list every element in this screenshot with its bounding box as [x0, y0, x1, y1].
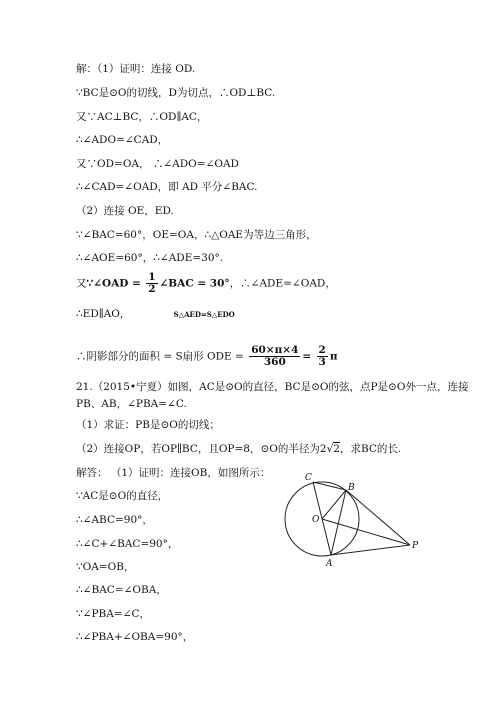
line: ∴∠ABC=90°，: [76, 514, 153, 526]
numerator: 60×π×4: [251, 344, 299, 356]
text: ∵∠OAD =: [86, 277, 141, 290]
line: PB、AB，∠PBA=∠C.: [76, 398, 187, 410]
label-a: A: [326, 559, 333, 569]
label-b: B: [348, 483, 355, 493]
line: ∴∠AOE=60°，∴∠ADE=30°.: [76, 252, 224, 264]
line: 解答： （1）证明：连接OB，如图所示：: [76, 467, 271, 479]
line: ∴∠ADO=∠CAD，: [76, 134, 169, 146]
line: ∴∠C+∠BAC=90°，: [76, 538, 179, 550]
text: 又: [76, 277, 87, 290]
segment-op: [322, 519, 410, 545]
line: ∵∠BAC=60°，OE=OA，∴△OAE为等边三角形，: [76, 229, 317, 241]
line: （1）求证：PB是⊙O的切线；: [76, 419, 220, 431]
denominator: 3: [318, 356, 326, 368]
label-p: P: [412, 541, 419, 551]
text: =: [302, 350, 312, 363]
text: ，∴∠ADE=∠OAD，: [229, 277, 336, 290]
line: 又∵AC⊥BC，∴OD∥AC，: [76, 111, 208, 123]
line: ∵∠PBA=∠C，: [76, 608, 150, 620]
line: ∴∠CAD=∠OAD，即 AD 平分∠BAC.: [76, 181, 258, 193]
label-o: O: [312, 515, 320, 525]
text: （2）连接OP，若OP∥BC，且OP=8，⊙O的半径为2: [76, 443, 327, 455]
line: 又∵OD=OA， ∴∠ADO=∠OAD: [76, 158, 239, 170]
text: ∴阴影部分的面积 = S扇形 ODE =: [76, 350, 244, 363]
line: 解：（1）证明：连接 OD.: [76, 63, 196, 75]
line: （2）连接 OE，ED.: [76, 205, 174, 217]
text: S△AED=S△EDO: [173, 310, 235, 319]
line: ∵OA=OB，: [76, 561, 135, 573]
line: ∵BC是⊙O的切线，D为切点，∴OD⊥BC.: [76, 87, 276, 99]
line: ∵AC是⊙O的直径，: [76, 490, 169, 502]
line: 21.（2015•宁夏）如图，AC是⊙O的直径，BC是⊙O的弦，点P是⊙O外一点，连接: [76, 381, 469, 393]
label-c: C: [305, 473, 312, 483]
numerator: 1: [148, 271, 156, 283]
text: ∠BAC = 30°: [159, 277, 230, 290]
numerator: 2: [318, 344, 326, 356]
text: ∴ED∥AO，: [76, 308, 131, 320]
segment-pb: [346, 490, 410, 545]
line: ∴∠BAC=∠OBA，: [76, 584, 167, 596]
text: ，求BC的长.: [339, 443, 402, 455]
text: 2: [333, 443, 340, 455]
text: π: [329, 350, 338, 363]
line: ∴∠PBA+∠OBA=90°，: [76, 631, 194, 643]
denominator: 360: [263, 356, 286, 368]
denominator: 2: [148, 283, 156, 295]
sqrt-sign: √: [326, 443, 334, 455]
